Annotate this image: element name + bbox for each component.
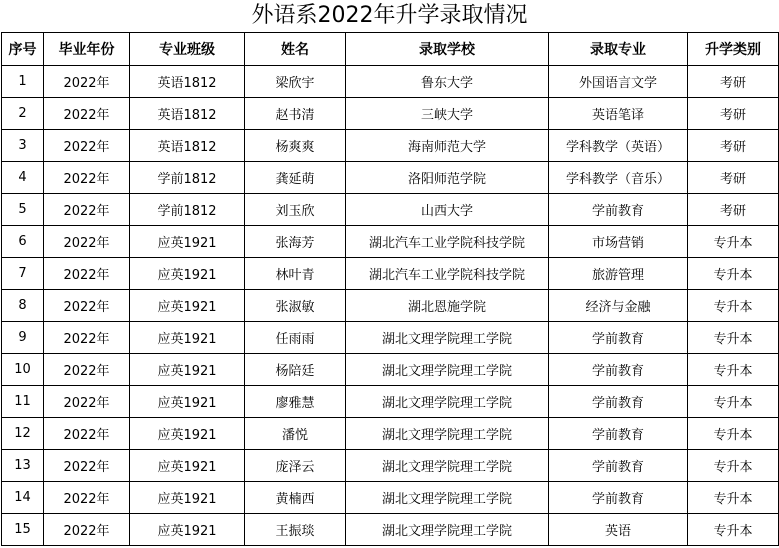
cell-admitted-school: 湖北文理学院理工学院 xyxy=(346,354,549,386)
cell-graduation-year: 2022年 xyxy=(44,258,130,290)
cell-admitted-school: 湖北恩施学院 xyxy=(346,290,549,322)
cell-admitted-major: 英语笔译 xyxy=(549,98,688,130)
cell-category: 考研 xyxy=(688,194,779,226)
cell-class: 英语1812 xyxy=(130,98,245,130)
header-admitted-school: 录取学校 xyxy=(346,33,549,66)
cell-category: 考研 xyxy=(688,162,779,194)
cell-class: 应英1921 xyxy=(130,290,245,322)
cell-admitted-major: 学前教育 xyxy=(549,450,688,482)
cell-admitted-school: 湖北文理学院理工学院 xyxy=(346,386,549,418)
cell-index: 15 xyxy=(2,514,44,546)
cell-graduation-year: 2022年 xyxy=(44,450,130,482)
cell-admitted-major: 学科教学（音乐） xyxy=(549,162,688,194)
cell-name: 潘悦 xyxy=(245,418,346,450)
cell-admitted-school: 湖北文理学院理工学院 xyxy=(346,450,549,482)
page-title: 外语系2022年升学录取情况 xyxy=(251,3,528,28)
cell-graduation-year: 2022年 xyxy=(44,130,130,162)
cell-graduation-year: 2022年 xyxy=(44,162,130,194)
cell-index: 12 xyxy=(2,418,44,450)
admissions-table xyxy=(1,32,779,546)
cell-admitted-school: 湖北汽车工业学院科技学院 xyxy=(346,258,549,290)
table-row xyxy=(2,130,779,162)
cell-admitted-major: 学前教育 xyxy=(549,354,688,386)
cell-name: 赵书清 xyxy=(245,98,346,130)
cell-graduation-year: 2022年 xyxy=(44,322,130,354)
cell-admitted-school: 山西大学 xyxy=(346,194,549,226)
cell-class: 应英1921 xyxy=(130,514,245,546)
cell-index: 10 xyxy=(2,354,44,386)
table-row xyxy=(2,226,779,258)
cell-name: 张淑敏 xyxy=(245,290,346,322)
cell-class: 英语1812 xyxy=(130,130,245,162)
cell-admitted-school: 海南师范大学 xyxy=(346,130,549,162)
cell-name: 黄楠西 xyxy=(245,482,346,514)
cell-graduation-year: 2022年 xyxy=(44,386,130,418)
cell-admitted-major: 学前教育 xyxy=(549,322,688,354)
table-row xyxy=(2,450,779,482)
table-row xyxy=(2,162,779,194)
cell-category: 考研 xyxy=(688,130,779,162)
table-row xyxy=(2,322,779,354)
cell-category: 专升本 xyxy=(688,354,779,386)
cell-graduation-year: 2022年 xyxy=(44,66,130,98)
cell-class: 应英1921 xyxy=(130,226,245,258)
cell-category: 专升本 xyxy=(688,226,779,258)
cell-graduation-year: 2022年 xyxy=(44,482,130,514)
cell-index: 1 xyxy=(2,66,44,98)
cell-class: 应英1921 xyxy=(130,450,245,482)
cell-admitted-school: 湖北文理学院理工学院 xyxy=(346,418,549,450)
cell-class: 应英1921 xyxy=(130,354,245,386)
cell-graduation-year: 2022年 xyxy=(44,354,130,386)
cell-category: 专升本 xyxy=(688,290,779,322)
cell-class: 应英1921 xyxy=(130,418,245,450)
cell-index: 5 xyxy=(2,194,44,226)
cell-index: 14 xyxy=(2,482,44,514)
cell-name: 杨爽爽 xyxy=(245,130,346,162)
cell-name: 王振琰 xyxy=(245,514,346,546)
table-row xyxy=(2,194,779,226)
header-category: 升学类别 xyxy=(688,33,779,66)
cell-category: 专升本 xyxy=(688,258,779,290)
table-row xyxy=(2,514,779,546)
cell-name: 刘玉欣 xyxy=(245,194,346,226)
cell-category: 专升本 xyxy=(688,450,779,482)
table-row xyxy=(2,354,779,386)
cell-admitted-school: 湖北文理学院理工学院 xyxy=(346,322,549,354)
table-body xyxy=(2,66,779,546)
cell-graduation-year: 2022年 xyxy=(44,290,130,322)
cell-class: 应英1921 xyxy=(130,482,245,514)
cell-admitted-major: 市场营销 xyxy=(549,226,688,258)
cell-admitted-major: 学前教育 xyxy=(549,386,688,418)
header-class: 专业班级 xyxy=(130,33,245,66)
cell-category: 专升本 xyxy=(688,482,779,514)
cell-index: 8 xyxy=(2,290,44,322)
cell-category: 专升本 xyxy=(688,418,779,450)
cell-admitted-school: 三峡大学 xyxy=(346,98,549,130)
cell-name: 杨陪廷 xyxy=(245,354,346,386)
cell-admitted-major: 学前教育 xyxy=(549,418,688,450)
cell-name: 廖雅慧 xyxy=(245,386,346,418)
cell-graduation-year: 2022年 xyxy=(44,194,130,226)
table-row xyxy=(2,418,779,450)
cell-category: 考研 xyxy=(688,98,779,130)
cell-index: 6 xyxy=(2,226,44,258)
cell-class: 学前1812 xyxy=(130,162,245,194)
cell-index: 9 xyxy=(2,322,44,354)
cell-index: 13 xyxy=(2,450,44,482)
header-graduation-year: 毕业年份 xyxy=(44,33,130,66)
cell-index: 4 xyxy=(2,162,44,194)
header-admitted-major: 录取专业 xyxy=(549,33,688,66)
cell-category: 专升本 xyxy=(688,386,779,418)
cell-name: 张海芳 xyxy=(245,226,346,258)
cell-admitted-major: 学前教育 xyxy=(549,194,688,226)
cell-admitted-school: 湖北文理学院理工学院 xyxy=(346,514,549,546)
table-header xyxy=(2,33,779,66)
cell-class: 学前1812 xyxy=(130,194,245,226)
cell-admitted-major: 学前教育 xyxy=(549,482,688,514)
cell-name: 龚延萌 xyxy=(245,162,346,194)
cell-graduation-year: 2022年 xyxy=(44,98,130,130)
header-row xyxy=(2,33,779,66)
cell-graduation-year: 2022年 xyxy=(44,226,130,258)
cell-name: 梁欣宇 xyxy=(245,66,346,98)
cell-index: 3 xyxy=(2,130,44,162)
cell-class: 英语1812 xyxy=(130,66,245,98)
cell-category: 专升本 xyxy=(688,514,779,546)
header-name: 姓名 xyxy=(245,33,346,66)
table-row xyxy=(2,386,779,418)
cell-admitted-major: 经济与金融 xyxy=(549,290,688,322)
cell-admitted-major: 旅游管理 xyxy=(549,258,688,290)
cell-class: 应英1921 xyxy=(130,258,245,290)
cell-admitted-major: 学科教学（英语） xyxy=(549,130,688,162)
cell-category: 考研 xyxy=(688,66,779,98)
cell-index: 11 xyxy=(2,386,44,418)
cell-graduation-year: 2022年 xyxy=(44,418,130,450)
cell-graduation-year: 2022年 xyxy=(44,514,130,546)
cell-class: 应英1921 xyxy=(130,322,245,354)
table-row xyxy=(2,258,779,290)
cell-class: 应英1921 xyxy=(130,386,245,418)
table-row xyxy=(2,66,779,98)
cell-admitted-school: 鲁东大学 xyxy=(346,66,549,98)
header-index: 序号 xyxy=(2,33,44,66)
table-row xyxy=(2,482,779,514)
cell-name: 庞泽云 xyxy=(245,450,346,482)
cell-index: 7 xyxy=(2,258,44,290)
cell-admitted-school: 湖北汽车工业学院科技学院 xyxy=(346,226,549,258)
table-row xyxy=(2,290,779,322)
cell-category: 专升本 xyxy=(688,322,779,354)
cell-admitted-major: 外国语言文学 xyxy=(549,66,688,98)
cell-name: 林叶青 xyxy=(245,258,346,290)
cell-admitted-major: 英语 xyxy=(549,514,688,546)
table-row xyxy=(2,98,779,130)
cell-admitted-school: 湖北文理学院理工学院 xyxy=(346,482,549,514)
cell-admitted-school: 洛阳师范学院 xyxy=(346,162,549,194)
cell-index: 2 xyxy=(2,98,44,130)
cell-name: 任雨雨 xyxy=(245,322,346,354)
